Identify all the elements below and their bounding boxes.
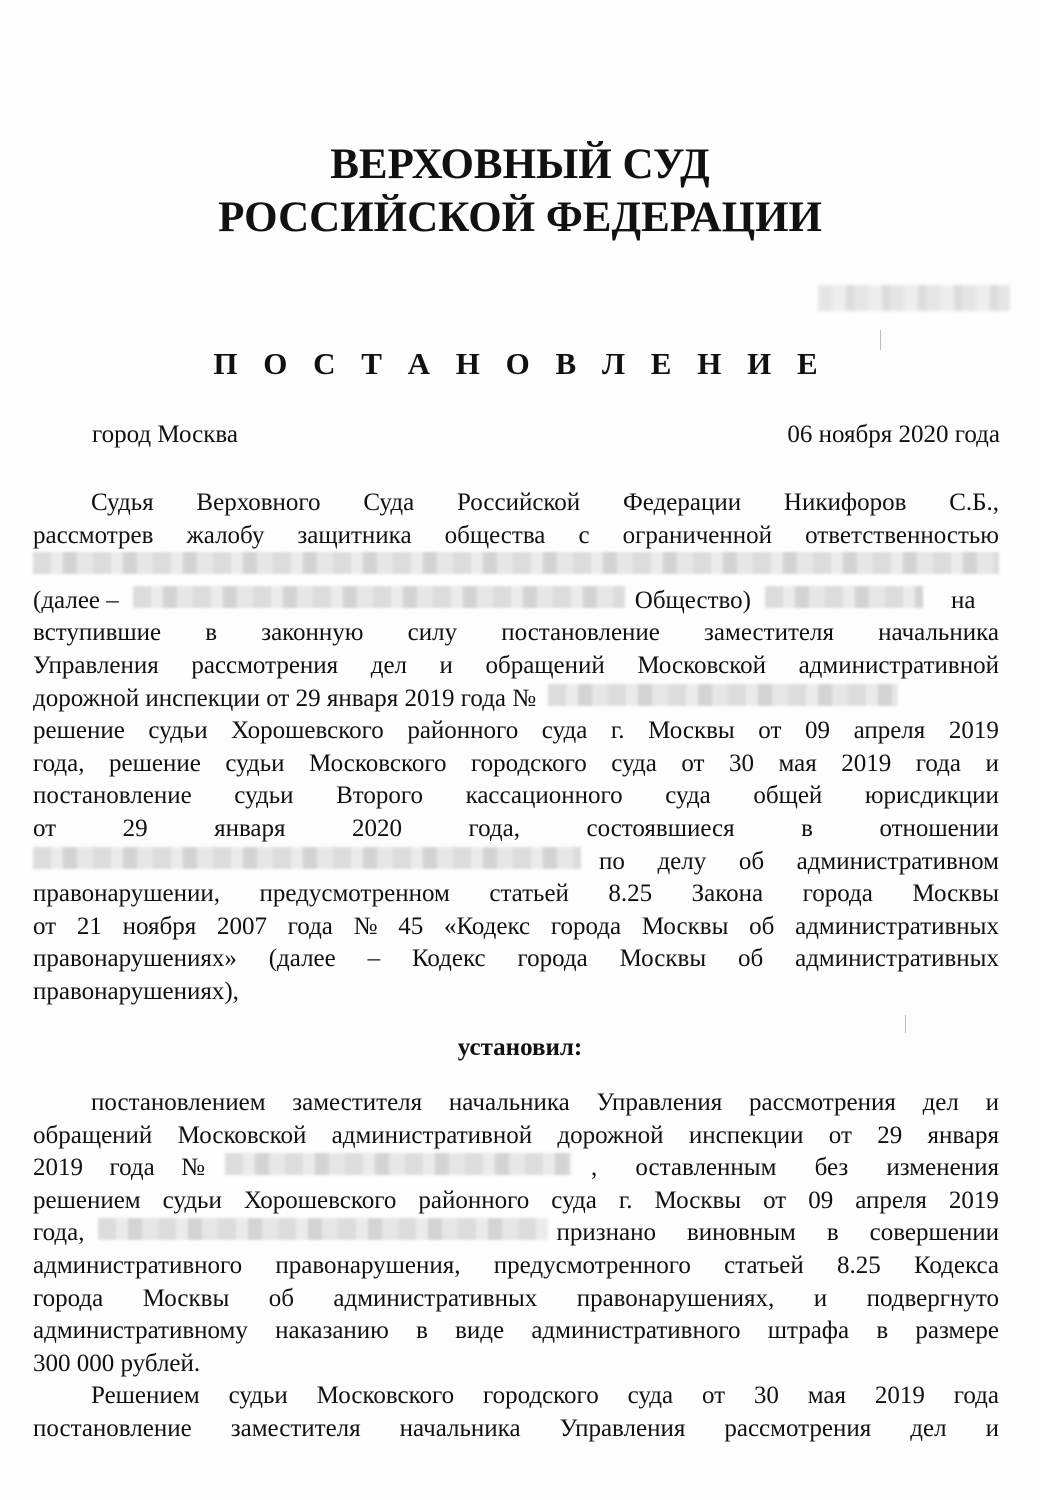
word: в <box>205 619 218 647</box>
text-fragment: 300 000 рублей. <box>33 1349 201 1377</box>
word: 30 <box>753 1382 779 1410</box>
word: Второго <box>336 782 423 810</box>
text-fragment: правонарушениях), <box>33 977 239 1005</box>
word: рассмотрения <box>748 1089 896 1116</box>
word: № <box>181 1154 205 1182</box>
word: юрисдикции <box>864 782 999 810</box>
word: города <box>802 880 873 908</box>
text-line <box>33 1185 999 1218</box>
word: заместителя <box>230 1414 361 1442</box>
word: Кодекс <box>411 945 486 973</box>
word: судьи <box>148 717 208 745</box>
word: С.Б., <box>949 489 999 516</box>
word: обращений <box>485 651 605 679</box>
text-line <box>33 943 999 976</box>
redacted-text <box>98 1218 548 1240</box>
word: признано <box>556 1219 656 1247</box>
word: правонарушения, <box>275 1251 461 1279</box>
word: города <box>550 912 622 940</box>
word: и <box>813 1284 828 1312</box>
word: 2020 <box>352 814 403 842</box>
word: 8.25 <box>608 880 653 908</box>
word: силу <box>407 619 458 647</box>
word: Верховного <box>196 489 321 516</box>
text-line <box>33 780 999 813</box>
word: инспекции <box>688 1121 804 1149</box>
text-fragment <box>591 1152 999 1185</box>
word: № <box>353 912 378 940</box>
text-line <box>33 585 999 618</box>
word: Москвы <box>641 912 729 940</box>
word: суда <box>551 1186 597 1214</box>
text-line <box>33 846 999 879</box>
word: и <box>439 651 453 679</box>
word: дел <box>910 1414 947 1442</box>
word: от <box>33 814 57 842</box>
text-line <box>33 1087 999 1120</box>
text-line <box>33 520 999 553</box>
word: ноября <box>122 912 197 940</box>
word: Кодекса <box>913 1251 999 1279</box>
word: правонарушениях, <box>576 1284 775 1312</box>
word: правонарушениях» <box>33 945 237 973</box>
word: наказанию <box>275 1317 389 1345</box>
text-fragment: на <box>951 586 976 614</box>
court-name-line2: РОССИЙСКОЙ ФЕДЕРАЦИИ <box>218 194 822 241</box>
redacted-case-number <box>818 285 1010 311</box>
word: предусмотренном <box>259 880 450 908</box>
word: дорожной <box>557 1121 664 1149</box>
word: г. <box>618 1186 633 1214</box>
word: апреля <box>855 1186 927 1214</box>
text-line <box>33 617 999 650</box>
word: Москвы <box>619 945 707 973</box>
word: мая <box>807 1382 847 1410</box>
word: 09 <box>804 717 830 745</box>
word: 2019 <box>33 1154 83 1182</box>
redacted-text <box>548 684 898 706</box>
word: об <box>738 847 765 875</box>
text-line <box>33 1348 999 1381</box>
word: Судья <box>91 489 154 516</box>
city: город Москва <box>92 421 238 448</box>
word: об <box>738 945 764 973</box>
word: решение <box>109 749 201 777</box>
word: начальника <box>448 1089 570 1116</box>
word: города <box>33 1284 104 1312</box>
text-line <box>33 1152 999 1185</box>
word: мая <box>778 749 817 777</box>
word: Решением <box>91 1382 200 1410</box>
word: от <box>828 1121 852 1149</box>
word: года <box>109 1154 155 1182</box>
word: 2019 <box>948 1186 999 1214</box>
word: общей <box>753 782 823 810</box>
text-fragment: года, <box>33 1219 85 1247</box>
word: Управления <box>559 1414 686 1442</box>
word: рассмотрения <box>191 651 339 679</box>
word: административному <box>33 1317 248 1345</box>
word: Суда <box>363 489 415 516</box>
text-line <box>33 1250 999 1283</box>
word: судьи <box>228 1382 288 1410</box>
word: Хорошевского <box>231 717 384 745</box>
word: общества <box>444 521 546 549</box>
word: Москвы <box>648 717 735 745</box>
text-fragment <box>33 1152 205 1185</box>
word: статьей <box>489 880 569 908</box>
intro-paragraph <box>33 487 999 1009</box>
word: статьей <box>724 1251 804 1279</box>
word: Москвы <box>142 1284 230 1312</box>
word: и <box>985 749 999 777</box>
word: кассационного <box>465 782 623 810</box>
word: Российской <box>456 489 581 516</box>
text-line <box>33 715 999 748</box>
word: административного <box>33 1251 243 1279</box>
word: 2007 <box>216 912 267 940</box>
word: оставленным <box>635 1154 777 1182</box>
word: законную <box>261 619 364 647</box>
word: ответственностью <box>805 521 999 549</box>
text-line <box>33 748 999 781</box>
text-line <box>33 552 999 585</box>
word: , <box>591 1154 598 1182</box>
text-line <box>33 911 999 944</box>
word: – <box>367 945 381 973</box>
word: 8.25 <box>836 1251 881 1279</box>
redacted-text <box>225 1153 571 1175</box>
word: 29 <box>877 1121 903 1149</box>
text-fragment <box>599 846 999 879</box>
word: 09 <box>808 1186 834 1214</box>
word: районного <box>418 1186 530 1214</box>
word: городского <box>482 1382 599 1410</box>
word: Управления <box>33 651 159 679</box>
word: заместителя <box>292 1089 423 1116</box>
word: Никифоров <box>783 489 907 516</box>
word: и <box>985 1414 999 1442</box>
word: предусмотренного <box>493 1251 691 1279</box>
word: совершении <box>869 1219 999 1247</box>
word: дел <box>922 1089 959 1116</box>
word: года <box>915 749 961 777</box>
word: обращений <box>33 1121 153 1149</box>
word: 30 <box>728 749 754 777</box>
text-fragment <box>556 1217 999 1250</box>
document-title: П О С Т А Н О В Л Е Н И Е <box>213 346 827 381</box>
redacted-text <box>133 586 625 608</box>
word: рассмотрев <box>33 521 154 549</box>
word: решением <box>33 1186 141 1214</box>
word: штрафа <box>767 1317 850 1345</box>
word: Закона <box>691 880 764 908</box>
word: подвергнуто <box>866 1284 999 1312</box>
word: Москвы <box>654 1186 742 1214</box>
redacted-text <box>33 847 581 869</box>
word: в <box>416 1317 428 1345</box>
word: состоявшиеся <box>586 814 735 842</box>
word: вступившие <box>33 619 162 647</box>
word: Московского <box>309 749 447 777</box>
word: и <box>985 1089 999 1116</box>
text-line <box>33 1380 999 1413</box>
word: года, <box>33 749 85 777</box>
text-line <box>33 1283 999 1316</box>
word: жалобу <box>186 521 265 549</box>
text-line <box>33 650 999 683</box>
text-line <box>33 813 999 846</box>
word: размере <box>915 1317 999 1345</box>
word: 2019 <box>948 717 999 745</box>
word: Московского <box>316 1382 455 1410</box>
text-line <box>33 1315 999 1348</box>
text-line <box>33 878 999 911</box>
word: суда <box>665 782 711 810</box>
word: об <box>749 912 775 940</box>
word: в <box>876 1317 889 1345</box>
word: судьи <box>225 749 285 777</box>
word: от <box>681 749 705 777</box>
word: виде <box>455 1317 505 1345</box>
word: от <box>763 1186 787 1214</box>
word: от <box>701 1382 726 1410</box>
word: виновным <box>686 1219 796 1247</box>
word: рассмотрения <box>724 1414 872 1442</box>
text-line <box>33 1413 999 1446</box>
word: изменения <box>886 1154 999 1182</box>
text-fragment: (далее – <box>33 586 119 614</box>
word: постановлением <box>91 1089 266 1116</box>
word: заместителя <box>704 619 834 647</box>
scan-artifact <box>880 330 881 350</box>
word: 21 <box>76 912 102 940</box>
word: г. <box>610 717 625 745</box>
word: постановление <box>33 1414 192 1442</box>
word: суда <box>541 717 588 745</box>
word: начальника <box>878 619 999 647</box>
text-fragment: дорожной инспекции от 29 января 2019 года № <box>33 684 537 712</box>
text-line <box>33 487 999 520</box>
word: правонарушении, <box>33 880 220 908</box>
section-heading: установил: <box>457 1034 583 1061</box>
word: защитника <box>297 521 412 549</box>
word: города <box>517 945 588 973</box>
word: судьи <box>162 1186 222 1214</box>
word: Управления <box>596 1089 723 1116</box>
word: Московской <box>637 651 767 679</box>
word: Федерации <box>623 489 742 516</box>
word: об <box>268 1284 294 1312</box>
redacted-text <box>765 586 923 608</box>
text-line <box>33 1120 999 1153</box>
word: в <box>801 814 813 842</box>
word: января <box>214 814 286 842</box>
word: без <box>814 1154 849 1182</box>
word: 2019 <box>874 1382 925 1410</box>
word: административном <box>796 847 999 875</box>
word: судьи <box>234 782 294 810</box>
word: года <box>287 912 333 940</box>
word: начальника <box>399 1414 521 1442</box>
word: административной <box>798 651 999 679</box>
text-fragment: Общество) <box>634 586 752 614</box>
word: ограниченной <box>622 521 773 549</box>
word: районного <box>407 717 519 745</box>
word: от <box>33 912 57 940</box>
word: отношении <box>879 814 999 842</box>
word: административных <box>333 1284 538 1312</box>
text-line <box>33 683 999 716</box>
word: административных <box>795 945 999 973</box>
word: апреля <box>853 717 926 745</box>
word: дел <box>370 651 408 679</box>
word: Хорошевского <box>243 1186 397 1214</box>
word: суда <box>611 749 657 777</box>
word: Москвы <box>912 880 999 908</box>
word: административной <box>331 1121 533 1149</box>
word: суда <box>627 1382 674 1410</box>
text-line <box>33 976 999 1009</box>
word: года, <box>468 814 520 842</box>
word: от <box>758 717 782 745</box>
word: Московской <box>177 1121 307 1149</box>
word: по <box>599 847 625 875</box>
word: года <box>953 1382 999 1410</box>
word: 29 <box>122 814 148 842</box>
word: 2019 <box>841 749 892 777</box>
word: административных <box>795 912 999 940</box>
word: решение <box>33 717 125 745</box>
court-name-line1: ВЕРХОВНЫЙ СУД <box>330 141 710 188</box>
word: с <box>578 521 590 549</box>
word: (далее <box>268 945 336 973</box>
word: постановление <box>501 619 660 647</box>
word: в <box>826 1219 839 1247</box>
word: января <box>927 1121 999 1149</box>
word: постановление <box>33 782 192 810</box>
word: «Кодекс <box>443 912 531 940</box>
body-paragraph <box>33 1087 999 1446</box>
text-line <box>33 1217 999 1250</box>
scan-artifact <box>905 1015 906 1033</box>
document-date: 06 ноября 2020 года <box>787 421 1000 448</box>
word: делу <box>657 847 707 875</box>
court-name <box>0 138 1040 244</box>
word: 45 <box>398 912 424 940</box>
word: городского <box>471 749 587 777</box>
word: административного <box>531 1317 741 1345</box>
redacted-text <box>33 552 999 574</box>
